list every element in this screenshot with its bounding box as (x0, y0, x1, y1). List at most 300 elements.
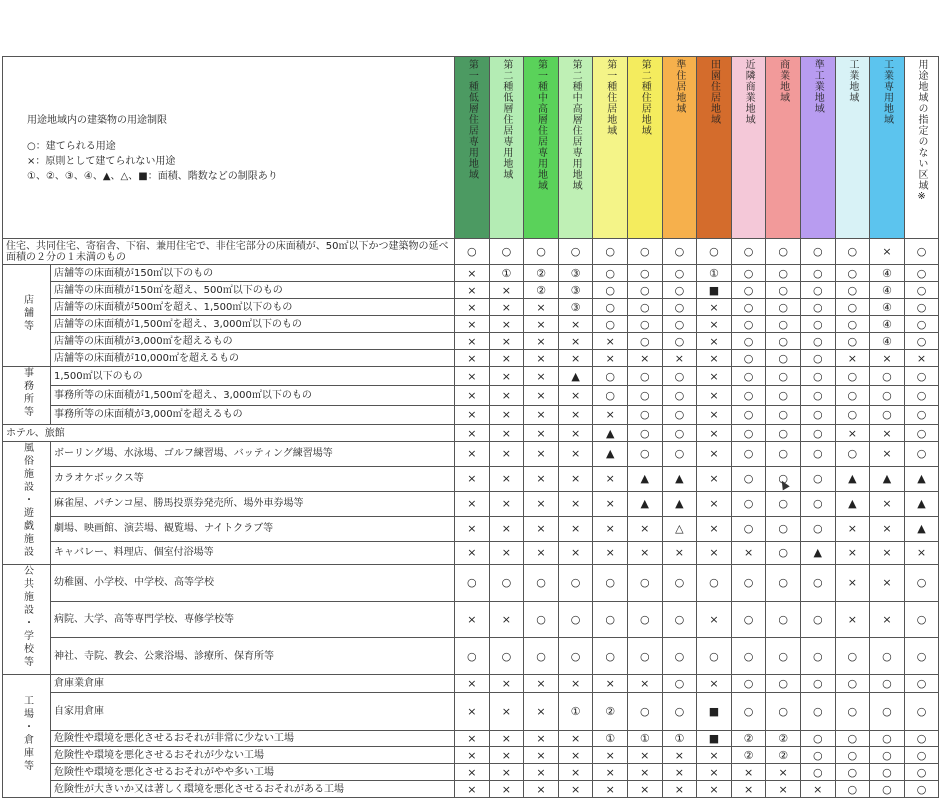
restriction-mark: ○ (524, 601, 559, 638)
restriction-mark: ○ (800, 333, 835, 350)
restriction-mark: ② (524, 265, 559, 282)
restriction-mark: △ (662, 516, 697, 541)
restriction-mark: ○ (489, 239, 524, 265)
restriction-mark: ▲ (593, 442, 628, 467)
use-label: 危険性や環境を悪化させるおそれがやや多い工場 (51, 764, 455, 781)
restriction-mark: × (455, 442, 490, 467)
restriction-mark: ○ (800, 405, 835, 424)
zoning-use-table (2, 56, 938, 796)
restriction-mark: × (455, 491, 490, 516)
use-label: 幼稚園、小学校、中学校、高等学校 (51, 565, 455, 602)
restriction-mark: ○ (627, 299, 662, 316)
restriction-mark: ○ (524, 638, 559, 675)
restriction-mark: × (524, 425, 559, 442)
restriction-mark: ○ (627, 405, 662, 424)
restriction-mark: ○ (800, 466, 835, 491)
restriction-mark: × (524, 747, 559, 764)
table-row (3, 299, 939, 316)
restriction-mark: ○ (800, 638, 835, 675)
restriction-mark: ▲ (835, 466, 870, 491)
restriction-mark: ○ (800, 565, 835, 602)
use-label: キャバレー、料理店、個室付浴場等 (51, 541, 455, 564)
restriction-mark: ○ (766, 565, 801, 602)
zone-name: 準工業地域 (812, 59, 824, 114)
table-row (3, 333, 939, 350)
restriction-mark: ○ (524, 565, 559, 602)
header-row (3, 57, 939, 239)
restriction-mark: ▲ (904, 491, 939, 516)
restriction-mark: × (627, 747, 662, 764)
zone-header (489, 57, 524, 239)
restriction-mark: × (524, 781, 559, 798)
restriction-mark: × (524, 693, 559, 731)
restriction-mark: × (870, 601, 905, 638)
restriction-mark: × (593, 747, 628, 764)
restriction-mark: × (731, 764, 766, 781)
restriction-mark: × (835, 541, 870, 564)
restriction-mark: ○ (766, 491, 801, 516)
restriction-mark: × (697, 516, 732, 541)
restriction-mark: × (593, 350, 628, 367)
restriction-mark: ① (697, 265, 732, 282)
restriction-mark: × (593, 516, 628, 541)
restriction-mark: ○ (766, 425, 801, 442)
use-label: 神社、寺院、教会、公衆浴場、診療所、保育所等 (51, 638, 455, 675)
use-label: 住宅、共同住宅、寄宿舎、下宿、兼用住宅で、非住宅部分の床面積が、50㎡以下かつ建築物の延べ面積の２分の１未満のもの (3, 239, 455, 265)
use-label: 倉庫業倉庫 (51, 675, 455, 693)
restriction-mark: ③ (558, 265, 593, 282)
restriction-mark: ○ (662, 333, 697, 350)
restriction-mark: ▲ (627, 491, 662, 516)
restriction-mark: ○ (558, 239, 593, 265)
restriction-mark: × (524, 516, 559, 541)
table-row (3, 265, 939, 282)
restriction-mark: ① (662, 731, 697, 747)
restriction-mark: ○ (835, 405, 870, 424)
restriction-mark: ○ (766, 265, 801, 282)
restriction-mark: × (489, 316, 524, 333)
restriction-mark: ○ (835, 367, 870, 386)
restriction-mark: ○ (800, 442, 835, 467)
table-row (3, 747, 939, 764)
restriction-mark: ○ (904, 386, 939, 405)
restriction-mark: × (558, 731, 593, 747)
restriction-mark: × (697, 466, 732, 491)
zone-name: 工業専用地域 (881, 59, 893, 125)
restriction-mark: ○ (766, 282, 801, 299)
restriction-mark: × (524, 442, 559, 467)
restriction-mark: ○ (835, 442, 870, 467)
restriction-mark: × (524, 491, 559, 516)
zone-header (904, 57, 939, 239)
restriction-mark: × (489, 764, 524, 781)
restriction-mark: ○ (835, 675, 870, 693)
restriction-mark: ○ (835, 781, 870, 798)
restriction-mark: ○ (731, 466, 766, 491)
legend-item: ○：建てられる用途 (27, 141, 116, 152)
restriction-mark: × (593, 466, 628, 491)
table-row (3, 731, 939, 747)
restriction-mark: ○ (835, 638, 870, 675)
restriction-mark: ○ (731, 405, 766, 424)
restriction-mark: ○ (766, 442, 801, 467)
restriction-mark: ○ (662, 442, 697, 467)
restriction-mark: × (835, 425, 870, 442)
restriction-mark: × (455, 764, 490, 781)
restriction-mark: × (524, 386, 559, 405)
zone-header (524, 57, 559, 239)
restriction-mark: ○ (558, 565, 593, 602)
restriction-mark: × (697, 764, 732, 781)
restriction-mark: ○ (870, 675, 905, 693)
restriction-mark: × (731, 781, 766, 798)
restriction-mark: × (835, 565, 870, 602)
restriction-mark: × (558, 442, 593, 467)
restriction-mark: ○ (766, 466, 801, 491)
table-row (3, 491, 939, 516)
restriction-mark: ○ (593, 367, 628, 386)
restriction-mark: ① (558, 693, 593, 731)
restriction-mark: × (835, 516, 870, 541)
table-row (3, 601, 939, 638)
use-label: 劇場、映画館、演芸場、観覧場、ナイトクラブ等 (51, 516, 455, 541)
restriction-mark: ○ (593, 316, 628, 333)
restriction-mark: ○ (870, 693, 905, 731)
restriction-mark: ○ (766, 693, 801, 731)
restriction-mark: ○ (800, 675, 835, 693)
restriction-mark: × (524, 367, 559, 386)
restriction-mark: × (593, 541, 628, 564)
restriction-mark: ○ (904, 299, 939, 316)
category-label (3, 675, 51, 798)
legend-item: ×：原則として建てられない用途 (27, 156, 176, 167)
restriction-mark: ○ (662, 638, 697, 675)
restriction-mark: ○ (731, 367, 766, 386)
use-label: 危険性が大きいか又は著しく環境を悪化させるおそれがある工場 (51, 781, 455, 798)
restriction-mark: ○ (766, 541, 801, 564)
restriction-mark: ○ (904, 265, 939, 282)
restriction-mark: ○ (489, 638, 524, 675)
restriction-mark: ▲ (593, 425, 628, 442)
restriction-mark: ▲ (870, 466, 905, 491)
restriction-mark: ○ (627, 239, 662, 265)
restriction-mark: × (697, 405, 732, 424)
restriction-mark: × (870, 239, 905, 265)
restriction-mark: ○ (904, 675, 939, 693)
restriction-mark: ○ (731, 675, 766, 693)
restriction-mark: ○ (904, 601, 939, 638)
restriction-mark: × (455, 265, 490, 282)
restriction-mark: ○ (731, 265, 766, 282)
legend-item: ①、②、③、④、▲、△、■：面積、階数などの制限あり (27, 171, 278, 182)
restriction-mark: ○ (627, 601, 662, 638)
restriction-mark: ○ (524, 239, 559, 265)
restriction-mark: × (489, 466, 524, 491)
restriction-mark: ○ (835, 747, 870, 764)
restriction-mark: × (697, 442, 732, 467)
restriction-mark: × (593, 491, 628, 516)
restriction-mark: ▲ (904, 516, 939, 541)
restriction-mark: ○ (904, 442, 939, 467)
restriction-mark: × (558, 316, 593, 333)
restriction-mark: ○ (731, 425, 766, 442)
restriction-mark: × (455, 731, 490, 747)
restriction-mark: × (697, 386, 732, 405)
restriction-mark: × (455, 747, 490, 764)
restriction-mark: ○ (627, 425, 662, 442)
restriction-mark: ▲ (627, 466, 662, 491)
restriction-mark: × (835, 350, 870, 367)
restriction-mark: ○ (627, 638, 662, 675)
restriction-mark: × (455, 425, 490, 442)
restriction-mark: × (489, 442, 524, 467)
restriction-mark: × (662, 781, 697, 798)
restriction-mark: ○ (904, 565, 939, 602)
restriction-mark: × (489, 282, 524, 299)
table-row (3, 442, 939, 467)
restriction-mark: × (558, 764, 593, 781)
restriction-mark: × (558, 466, 593, 491)
zone-name: 第一種中高層住居専用地域 (535, 59, 547, 191)
restriction-mark: × (558, 781, 593, 798)
restriction-mark: × (870, 565, 905, 602)
restriction-mark: × (558, 675, 593, 693)
restriction-mark: × (489, 516, 524, 541)
restriction-mark: ○ (800, 491, 835, 516)
restriction-mark: × (593, 333, 628, 350)
restriction-mark: ○ (662, 425, 697, 442)
restriction-mark: ▲ (904, 466, 939, 491)
restriction-mark: ○ (627, 265, 662, 282)
zone-header (593, 57, 628, 239)
restriction-mark: ○ (627, 282, 662, 299)
restriction-mark: × (593, 675, 628, 693)
restriction-mark: × (558, 747, 593, 764)
restriction-mark: ○ (731, 239, 766, 265)
restriction-mark: × (697, 541, 732, 564)
table-row (3, 350, 939, 367)
restriction-mark: ○ (766, 601, 801, 638)
zone-name: 第二種低層住居専用地域 (500, 59, 512, 180)
restriction-mark: ○ (766, 675, 801, 693)
table-row (3, 675, 939, 693)
restriction-mark: × (524, 731, 559, 747)
restriction-mark: ○ (593, 386, 628, 405)
restriction-mark: ▲ (662, 466, 697, 491)
restriction-mark: × (524, 541, 559, 564)
restriction-mark: × (662, 764, 697, 781)
restriction-mark: × (662, 541, 697, 564)
restriction-mark: ○ (870, 638, 905, 675)
restriction-mark: ○ (904, 425, 939, 442)
use-restriction-grid (2, 56, 939, 798)
restriction-mark: ④ (870, 265, 905, 282)
restriction-mark: × (870, 425, 905, 442)
restriction-mark: ○ (835, 333, 870, 350)
restriction-mark: × (524, 316, 559, 333)
table-row (3, 386, 939, 405)
table-row (3, 781, 939, 798)
restriction-mark: × (558, 491, 593, 516)
restriction-mark: × (593, 781, 628, 798)
restriction-mark: × (455, 333, 490, 350)
restriction-mark: × (455, 781, 490, 798)
restriction-mark: ○ (593, 299, 628, 316)
restriction-mark: × (627, 350, 662, 367)
restriction-mark: ○ (489, 565, 524, 602)
restriction-mark: × (870, 350, 905, 367)
use-label: 事務所等の床面積が3,000㎡を超えるもの (51, 405, 455, 424)
restriction-mark: × (627, 516, 662, 541)
restriction-mark: ○ (835, 731, 870, 747)
zone-name: 用途地域の指定のない区域※ (916, 59, 928, 203)
restriction-mark: × (558, 386, 593, 405)
zone-name: 工業地域 (846, 59, 858, 103)
zone-name: 第一種住居地域 (604, 59, 616, 136)
restriction-mark: ○ (593, 239, 628, 265)
restriction-mark: ○ (731, 491, 766, 516)
restriction-mark: ④ (870, 282, 905, 299)
restriction-mark: ○ (800, 764, 835, 781)
legend-cell (3, 57, 455, 239)
restriction-mark: ○ (766, 367, 801, 386)
restriction-mark: ① (489, 265, 524, 282)
restriction-mark: × (904, 541, 939, 564)
restriction-mark: ○ (731, 386, 766, 405)
table-row (3, 541, 939, 564)
use-label: 事務所等の床面積が1,500㎡を超え、3,000㎡以下のもの (51, 386, 455, 405)
restriction-mark: × (558, 405, 593, 424)
restriction-mark: ○ (627, 316, 662, 333)
restriction-mark: ○ (558, 638, 593, 675)
restriction-mark: × (455, 601, 490, 638)
restriction-mark: ○ (662, 265, 697, 282)
table-row (3, 425, 939, 442)
restriction-mark: ○ (731, 565, 766, 602)
zone-name: 第二種中高層住居専用地域 (570, 59, 582, 191)
restriction-mark: ○ (697, 638, 732, 675)
restriction-mark: ○ (835, 316, 870, 333)
restriction-mark: ○ (662, 282, 697, 299)
restriction-mark: ○ (800, 731, 835, 747)
restriction-mark: ○ (697, 239, 732, 265)
restriction-mark: ○ (766, 405, 801, 424)
restriction-mark: × (766, 764, 801, 781)
restriction-mark: ② (524, 282, 559, 299)
restriction-mark: × (697, 675, 732, 693)
restriction-mark: × (697, 601, 732, 638)
category-label (3, 265, 51, 367)
restriction-mark: ○ (904, 731, 939, 747)
restriction-mark: ③ (558, 282, 593, 299)
restriction-mark: ○ (904, 764, 939, 781)
restriction-mark: ○ (835, 386, 870, 405)
use-label: 自家用倉庫 (51, 693, 455, 731)
restriction-mark: ○ (662, 299, 697, 316)
table-row (3, 638, 939, 675)
restriction-mark: ○ (662, 316, 697, 333)
use-label: ボーリング場、水泳場、ゴルフ練習場、バッティング練習場等 (51, 442, 455, 467)
restriction-mark: × (697, 350, 732, 367)
restriction-mark: ○ (904, 316, 939, 333)
zone-header (800, 57, 835, 239)
table-row (3, 693, 939, 731)
restriction-mark: ○ (870, 731, 905, 747)
table-row (3, 516, 939, 541)
restriction-mark: ○ (870, 747, 905, 764)
restriction-mark: × (489, 541, 524, 564)
restriction-mark: ○ (835, 282, 870, 299)
restriction-mark: ○ (455, 638, 490, 675)
restriction-mark: ○ (904, 405, 939, 424)
restriction-mark: ○ (766, 350, 801, 367)
restriction-mark: × (627, 781, 662, 798)
restriction-mark: × (870, 491, 905, 516)
restriction-mark: × (455, 299, 490, 316)
restriction-mark: ○ (455, 565, 490, 602)
restriction-mark: ○ (904, 638, 939, 675)
restriction-mark: × (524, 466, 559, 491)
zone-header (835, 57, 870, 239)
restriction-mark: × (870, 442, 905, 467)
restriction-mark: × (455, 466, 490, 491)
restriction-mark: ▲ (662, 491, 697, 516)
restriction-mark: × (800, 781, 835, 798)
category-text: 店舗等 (21, 293, 33, 333)
restriction-mark: ○ (593, 601, 628, 638)
restriction-mark: × (697, 747, 732, 764)
restriction-mark: ○ (662, 386, 697, 405)
restriction-mark: × (870, 541, 905, 564)
restriction-mark: × (558, 516, 593, 541)
restriction-mark: × (489, 675, 524, 693)
restriction-mark: × (455, 675, 490, 693)
restriction-mark: ○ (731, 601, 766, 638)
zone-header (731, 57, 766, 239)
restriction-mark: × (558, 350, 593, 367)
restriction-mark: × (455, 541, 490, 564)
restriction-mark: ○ (835, 299, 870, 316)
restriction-mark: ④ (870, 333, 905, 350)
restriction-mark: ○ (835, 764, 870, 781)
table-row (3, 565, 939, 602)
restriction-mark: ○ (662, 405, 697, 424)
restriction-mark: × (489, 386, 524, 405)
restriction-mark: × (593, 764, 628, 781)
restriction-mark: ○ (731, 350, 766, 367)
restriction-mark: × (489, 350, 524, 367)
restriction-mark: × (697, 316, 732, 333)
restriction-mark: × (455, 316, 490, 333)
restriction-mark: × (455, 386, 490, 405)
zone-name: 第二種住居地域 (639, 59, 651, 136)
restriction-mark: ▲ (800, 541, 835, 564)
use-label: 店舗等の床面積が10,000㎡を超えるもの (51, 350, 455, 367)
restriction-mark: ○ (904, 747, 939, 764)
restriction-mark: × (455, 367, 490, 386)
restriction-mark: ○ (662, 693, 697, 731)
restriction-mark: ○ (662, 601, 697, 638)
restriction-mark: × (489, 693, 524, 731)
table-row (3, 405, 939, 424)
restriction-mark: ○ (904, 239, 939, 265)
restriction-mark: ○ (870, 405, 905, 424)
restriction-mark: ○ (627, 333, 662, 350)
restriction-mark: ○ (731, 333, 766, 350)
use-label: カラオケボックス等 (51, 466, 455, 491)
restriction-mark: ① (593, 731, 628, 747)
restriction-mark: ② (731, 731, 766, 747)
